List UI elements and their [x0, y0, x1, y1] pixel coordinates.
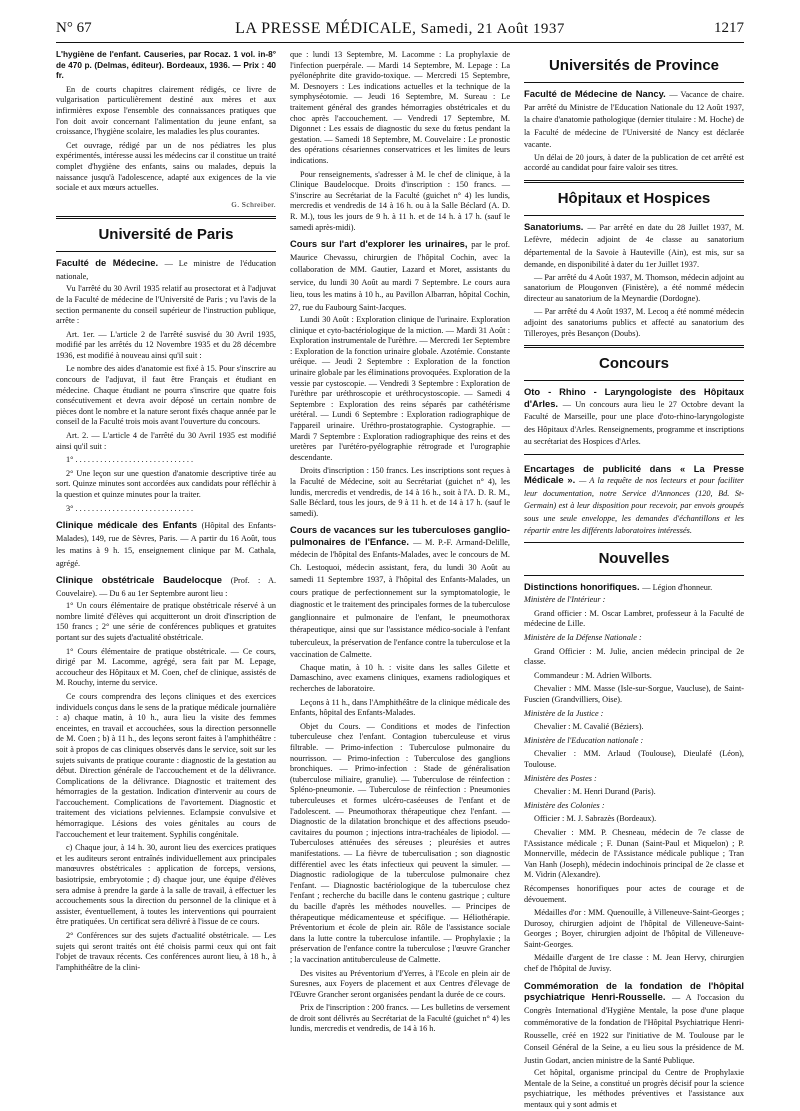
article-clinique-enfants — [56, 519, 276, 569]
article-paragraph: 1° Cours élémentaire de pratique obstétricale. — Ce cours, dirigé par M. Lacomme, agrégé, sera fait par M. Lepage, accoucheur des Hôpitaux et M. Coen, chef de clinique, assistés de M. Rouchy, interne du service. — [56, 646, 276, 688]
ministry-line: Ministère des Colonies : — [524, 800, 605, 810]
notice-encartages — [524, 454, 744, 543]
section-divider — [524, 82, 744, 83]
article-heading: Faculté de Médecine. — [56, 257, 159, 269]
distinction-line: Chevalier : MM. Arlaud (Toulouse), Dieulafé (Léon), Toulouse. — [524, 749, 744, 769]
article-heading: Distinctions honorifiques. — [524, 580, 640, 592]
article-paragraph: 2° Conférences sur des sujets d'actualité obstétricale. — Les sujets qui seront traités ont été choisis parmi ceux qui ont fait l'objet de travaux récents. Ces conférences auront lieu, à 18 h., à l'amphithéâtre de la clini- — [56, 931, 276, 972]
article-faculte-nancy — [524, 88, 744, 151]
article-paragraph: Pour renseignements, s'adresser à M. le chef de clinique, à la Clinique Baudelocque. Droits d'inscription : 150 francs. — S'inscrire au Secrétariat de la Faculté (guichet n° 4) les lundis, mercredis et vendredis de 14 à 16 h. ou à la Salle Béclard (A. D. R. M.), tous les jours de 9 h. à 11 h. et de 14 h. à 17 h. (sauf le samedi après-midi). — [290, 169, 510, 232]
article-heading: Clinique obstétricale Baudelocque — [56, 574, 222, 586]
book-title: L'hygiène de l'enfant. Causeries, par Rocaz. 1 vol. in-8° de 470 p. (Delmas, éditeur). Bordeaux, 1936. — Prix : 40 fr. — [56, 50, 276, 81]
article-lead: — A la requête de nos lecteurs et pour faciliter leur documentation, notre Service d'Annonces (120, Bd. St-Germain) est à leur disposition pour recevoir, par envois groupés sous une seule enveloppe, les demandes d'échantillons et les répartir entre les différents laboratoires intéressés. — [524, 476, 745, 536]
article-paragraph: Vu l'arrêté du 30 Avril 1935 relatif au prosectorat et à l'adjuvat de la Faculté de médecine de l'Université de Paris ; vu l'avis de la section permanente du conseil supérieur de l'instruction publique, arrête : — [56, 284, 276, 326]
distinction-line: Chevalier : M. Cavalié (Béziers). — [534, 722, 644, 732]
article-distinctions — [524, 581, 744, 594]
section-divider — [524, 575, 744, 576]
book-review-paragraph: En de courts chapitres clairement rédigés, ce livre de vulgarisation particulièrement destiné aux mères et aux infirmières expose l'ensemble des connaissances pratiques que l'on doit avoir concernant l'alimentation du jeune enfant, sa croissance, l'hygiène scolaire, les maladies les plus courantes. — [56, 84, 276, 137]
section-divider — [56, 251, 276, 252]
section-title-nouvelles: Nouvelles — [598, 549, 670, 567]
article-heading: Faculté de Médecine de Nancy. — [524, 88, 666, 99]
article-lead: — Légion d'honneur. — [642, 582, 713, 592]
article-paragraph: Un délai de 20 jours, à dater de la publication de cet arrêté est accordé au candidat pour faire valoir ses titres. — [524, 152, 744, 173]
review-signature: G. Schreiber. — [231, 199, 276, 209]
column-right — [524, 50, 745, 1109]
distinction-line: Médailles d'or : MM. Quenouille, à Villeneuve-Saint-Georges ; Durosoy, chirurgien adjoint de l'hôpital de Villeneuve-Saint-Georges ; Boyer, chirurgien adjoint de l'hôpital de Villeneuve-Saint-Georges. — [524, 908, 744, 949]
article-paragraph: Droits d'inscription : 150 francs. Les inscriptions sont reçues à la Faculté de Médecine, soit au Secrétariat (guichet n° 4), les lundis, mercredis et vendredis, de 14 à 16 h., soit à l'A. D. R. M., Salle Béclard, tous les jours, de 9 à 11 h. et de 14 à 17 h. (sauf le samedi). — [290, 466, 510, 518]
article-paragraph: Objet du Cours. — Conditions et modes de l'infection tuberculeuse chez l'enfant. Contagion tuberculeuse et virus filtrable. — Primo-infection : Tuberculose pulmonaire du nourrisson. — Primo-infection : Tuberculose des ganglions bronchiques. — Primo-infection : Stade de généralisation (tuberculose miliaire, granulie). — Tuberculose de réinfection : Spléno-pneumonie. — Tuberculose de réinfection : Pneumonies tuberculeuses et formes ulcéro-caséeuses de l'enfant et de l'adolescent. — Pneumothorax thérapeutique chez l'enfant. — Diagnostic de la dilatation bronchique et des affections pseudo-cavitaires du poumon ; injections intra-trachéales de lipiodol. — Tuberculoses atténuées des séreuses ; pleurésies et autres manifestations. — La fièvre de tuberculisation ; son diagnostic différentiel avec les états infectieux qui peuvent la simuler. — Diagnostic radiologique de la tuberculose pulmonaire chez l'enfant. — Diagnostic bactériologique de la tuberculose chez l'enfant ; recherche du bacille dans le contenu gastrique ; culture du bacille d'après les méthodes nouvelles. — Principes de thérapeutique médicamenteuse et spécifique. — Héliothérapie. Préventorium et école de plein air. Rôle de l'assistance sociale dans la lutte contre la tuberculose infantile. — Prophylaxie ; la préservation de l'enfance contre la tuberculose ; l'œuvre Grancher ; la vaccination antituberculeuse de Calmette. — [290, 721, 510, 964]
article-paragraph: — Par arrêté du 4 Août 1937, M. Lecoq a été nommé médecin adjoint des sanatoriums publics et affecté au sanatorium des Tilleroyes, près Besançon (Doubs). — [524, 307, 744, 338]
article-faculte-medecine — [56, 257, 276, 282]
article-paragraph: Le nombre des aides d'anatomie est fixé à 15. Pour s'inscrire au concours de l'adjuvat, il faut être Français et étudiant en médecine. Chaque étudiant ne pourra s'inscrire que quatre fois consécutivement et devra avoir déposé un certain nombre de pièces dont le nombre et la nature seront fixés chaque année par le conseil de la Faculté trois mois avant l'ouverture du concours. — [56, 364, 276, 427]
section-title-concours: Concours — [598, 355, 669, 373]
distinction-line: Médaille d'argent de 1re classe : M. Jean Hervy, chirurgien chef de l'hôpital de Juvisy. — [524, 953, 744, 974]
article-commemoration — [524, 980, 744, 1067]
section-title-universites-province: Universités de Province — [548, 57, 720, 74]
article-heading: Sanatoriums. — [524, 220, 584, 232]
article-paragraph: Prix de l'inscription : 200 francs. — Les bulletins de versement de droit sont délivrés au Secrétariat de la Faculté (guichet n° 4) les lundis, mercredis et vendredis, de 14 à 16 h. — [290, 1003, 510, 1034]
distinction-line: Grand officier : M. Oscar Lambret, professeur à la Faculté de médecine de Lille. — [524, 608, 744, 629]
article-encartages — [524, 463, 744, 537]
article-heading: Clinique médicale des Enfants — [56, 519, 198, 531]
issue-date: , Samedi, 21 Août 1937 — [412, 21, 565, 37]
article-sanatoriums — [524, 221, 744, 271]
distinction-line: Chevalier : MM. P. Chesneau, médecin de 7e classe de l'Assistance médicale ; F. Dunan (Saint-Paul et Miquelon) ; P. Monnerville, médecin de l'Assistance médicale publique ; Tran Van Hanh (Joseph), médecin indochinois principal de 2e classe et M. Vidrin (Alexandre). — [524, 827, 744, 880]
article-cours-urinaires — [290, 238, 510, 313]
article-paragraph: 2° Une leçon sur une question d'anatomie descriptive tirée au sort. Quinze minutes sont accordées aux candidats pour réfléchir à la question et quinze minutes pour la traiter. — [56, 468, 276, 499]
article-lead: — Vacance de chaire. Par arrêté du Ministre de l'Education Nationale du 12 Août 1937, la chaire d'anatomie pathologique (dernier titulaire : M. Hoche) de la Faculté de médecine de l'Université de Nancy est déclarée vacante. — [524, 90, 745, 149]
ministry-line: Ministère des Postes : — [524, 773, 597, 783]
article-lead: — A l'occasion du Congrès International d'Hygiène Mentale, la pose d'une plaque commémorative de la fondation de l'Hôpital Psychiatrique Henri-Rousselle, créé en 1922 sur l'initiative de M. Toulouse par le Conseil Général de la Seine, a eu lieu sous la présidence de M. Justin Godart, ancien ministre de la Santé Publique. — [524, 993, 744, 1065]
ministry-line: Ministère de la Défense Nationale : — [524, 633, 642, 643]
article-heading: Commémoration de la fondation de l'hôpital psychiatrique Henri-Rousselle. — [524, 979, 744, 1003]
section-divider — [524, 380, 744, 381]
article-paragraph: 3° . . . . . . . . . . . . . . . . . . . . . . . . . . . . . — [66, 503, 194, 513]
journal-title-line — [56, 20, 744, 38]
section-divider — [524, 345, 744, 348]
article-paragraph: 1° Un cours élémentaire de pratique obstétricale réservé à un nombre limité d'élèves qui acquitteront un droit d'inscription de 150 francs ; 2° une série de conférences publiques et gratuites portant sur des sujets d'actualité obstétricale. — [56, 601, 276, 642]
ministry-line: Ministère de l'Intérieur : — [524, 595, 606, 605]
distinction-line: Chevalier : M. Henri Durand (Paris). — [534, 787, 656, 797]
section-divider — [524, 180, 744, 183]
article-paragraph: Art. 1er. — L'article 2 de l'arrêté susvisé du 30 Avril 1935, modifié par les arrêtés du 12 Novembre 1935 et du 28 décembre 1936, est modifié à nouveau ainsi qu'il suit : — [56, 329, 276, 360]
article-concours-arles — [524, 386, 744, 448]
article-paragraph: que : lundi 13 Septembre, M. Lacomme : La prophylaxie de l'infection puerpérale. — Mardi 14 Septembre, M. Lepage : La pyélonéphrite dite gravido-toxique. — Mercredi 15 Septembre, M. Desnoyers : Les indications actuelles et la technique de la symphyséotomie. — Jeudi 16 Septembre, M. Sureau : Le traitement général des grandes hémorragies obstétricales et du choc après l'accouchement. — Vendredi 17 Septembre, M. Digonnet : Les essais de diagnostic du sexe du fœtus pendant la gestation. — Samedi 18 Septembre, M. Couvelaire : Le pronostic des opérations césariennes conservatrices et les limites de leurs indications. — [290, 50, 510, 165]
article-heading: Cours de vacances sur les tuberculoses ganglio-pulmonaires de l'Enfance. — [290, 524, 510, 547]
book-review-paragraph: Cet ouvrage, rédigé par un de nos pédiatres les plus expérimentés, intéresse aussi les médecins car il constitue un traité complet d'hygiène des enfants, sains ou malades, depuis la naissance jusqu'à l'adolescence, adapté aux exigences de la vie sociale et aux mœurs actuelles. — [56, 140, 276, 193]
article-lead: — Par arrêté en date du 28 Juillet 1937, M. Lefèvre, médecin adjoint de 4e classe au sanatorium départemental de la Savoie à Hauteville (Ain), est mis, sur sa demande, en disponibilité à dater du 1er Juillet 1937. — [524, 222, 744, 270]
article-paragraph: Chaque matin, à 10 h. : visite dans les salles Gilette et Damaschino, avec examens cliniques, examens radiologiques et recherches de laboratoire. — [290, 662, 510, 694]
journal-title: LA PRESSE MÉDICALE — [235, 20, 413, 37]
section-title-universite-paris: Université de Paris — [98, 226, 234, 244]
article-paragraph: Leçons à 11 h., dans l'Amphithéâtre de la clinique médicale des Enfants, hôpital des Enfants-Malades. — [290, 697, 510, 718]
article-paragraph: Art. 2. — L'article 4 de l'arrêté du 30 Avril 1935 est modifié ainsi qu'il suit : — [56, 431, 276, 451]
article-heading: Oto - Rhino - Laryngologiste des Hôpitaux d'Arles. — [524, 386, 744, 409]
ministry-line: Ministère de l'Education nationale : — [524, 735, 644, 745]
article-heading: Cours sur l'art d'explorer les urinaires, — [290, 238, 468, 250]
article-paragraph: Lundi 30 Août : Exploration clinique de l'urinaire. Exploration clinique et cyto-bactériologique de la miction. — Mardi 31 Août : Exploration instrumentale de l'urèthre. — Mercredi 1er Septembre : Exploration de la fonction urinaire globale. Azotémie. Constante uréique. — Jeudi 2 Septembre : Exploration de la fonction urinaire globale par les éliminations provoquées. Exploration de la vessie par cystoscopie. — Vendredi 3 Septembre : Exploration de l'urèthre par uréthroscopie et uréthrocystoscopie. — Samedi 4 Septembre : Exploration des reins séparés par cathétérisme urétéral. — Lundi 6 Septembre : Exploration radiographique de l'appareil urinaire. Uréthro-prostatographie. Cystographie. — Mardi 7 Septembre : Exploration radiographique des reins et des uretères par l'urétéro-pyélographie rétrograde et l'urographie descendante. — [290, 315, 510, 462]
distinction-line: Chevalier : MM. Masse (Isle-sur-Sorgue, Vaucluse), de Saint-Fuscien (Grandvilliers, Oise). — [524, 684, 744, 704]
distinction-line: Grand Officier : M. Julie, ancien médecin principal de 2e classe. — [524, 646, 744, 667]
article-paragraph: Cet hôpital, organisme principal du Centre de Prophylaxie Mentale de la Seine, a constitué un progrès décisif pour la science psychiatrique, les méthodes préventives et l'assistance aux mentaux qui y sont admis et — [524, 1068, 744, 1109]
article-paragraph: c) Chaque jour, à 14 h. 30, auront lieu des exercices pratiques et les auditeurs seront entraînés individuellement aux principales manœuvres obstétricales : application de forceps, versions, basiotripsie, embryotomie ; d) chaque jour, une équipe d'élèves sera admise à prendre la garde à la salle de travail, à effectuer les accouchements sous la direction du personnel de la clinique et à assister, éventuellement, à toutes les interventions qui pourraient être pratiquées. Un certificat sera délivré à l'issue de ce cours. — [56, 843, 276, 927]
article-lead: (Hôpital des Enfants-Malades), 149, rue de Sèvres, Paris. — A partir du 16 Août, tous les matins à 9 h. 15, enseignement clinique par M. Cathala, agrégé. — [56, 521, 276, 568]
page-number: 1217 — [714, 20, 744, 36]
article-lead: — M. P.-F. Armand-Delille, médecin de l'hôpital des Enfants-Malades, avec le concours de M. Ch. Lestoquoi, médecin assistant, fera, du lundi 30 Août au samedi 11 Septembre 1937, à l'hôpital des Enfants-Malades, un cours pratique de perfectionnement sur la symptomatologie, le diagnostic et le traitement des principales formes de la tuberculose ganglionnaire et pulmonaire de l'enfant, le pneumothorax thérapeutique, ainsi que sur l'assistance médico-sociale à l'enfant tuberculeux, la préservation de l'enfance contre la tuberculose et la vaccination de Calmette. — [290, 537, 511, 660]
article-cours-tuberculoses — [290, 524, 510, 661]
article-lead: (Prof. : A. Couvelaire). — Du 6 au 1er Septembre auront lieu : — [56, 576, 276, 598]
article-paragraph: Ce cours comprendra des leçons cliniques et des exercices individuels conçus dans le sens de la pratique médicale journalière : a) chaque matin, à 10 h., aura lieu la visite des femmes enceintes, en travail et accouchées, sous la direction personnelle de M. Coen ; b) à 11 h., des leçons seront faites à l'amphithéâtre : soit à propos de cas cliniques observés dans le service, soit sur les sujets suivants de pratique courante : diagnostic de la gestation au début. Direction générale de l'accouchement et de la délivrance. Complications de la délivrance. Diagnostic et traitement des hémorragies de la gestation. Indication d'intervenir au cours de l'accouchement. Complications de l'avortement. Diagnostic et traitement des viciations pelviennes. Eclampsie convulsive et hémorragique. Lésions des voies génitales au cours de l'accouchement et leur traitement. Syphilis congénitale. — [56, 691, 276, 839]
article-paragraph: — Par arrêté du 4 Août 1937, M. Thomson, médecin adjoint au sanatorium de Plougonven (Finistère), a été nommé médecin directeur au sanatorium de la Meynardie (Dordogne). — [524, 272, 744, 303]
article-lead: — Un concours aura lieu le 27 Octobre devant la Faculté de Marseille, pour une place d'oto-rhino-laryngologiste des Hôpitaux d'Arles. Renseignements, programme et inscriptions au secrétariat des Hospices d'Arles. — [524, 399, 744, 447]
section-divider — [524, 215, 744, 216]
distinction-subheading: Récompenses honorifiques pour actes de courage et de dévouement. — [524, 883, 744, 904]
section-title-hopitaux: Hôpitaux et Hospices — [557, 189, 711, 207]
distinction-line: Officier : M. J. Sabrazès (Bordeaux). — [534, 814, 657, 824]
distinction-line: Commandeur : M. Adrien Wilborts. — [534, 670, 652, 680]
section-divider — [56, 216, 276, 219]
article-paragraph: 1° . . . . . . . . . . . . . . . . . . . . . . . . . . . . . — [66, 455, 194, 465]
article-paragraph: Des visites au Préventorium d'Yerres, à l'Ecole en plein air de Suresnes, aux Foyers de placement et aux Centres d'élevage de l'Œuvre Grancher seront organisées pendant la durée de ce cours. — [290, 968, 510, 999]
article-lead: — Le ministre de l'éducation nationale, — [56, 259, 276, 281]
column-middle — [290, 50, 510, 1070]
article-lead: par le prof. Maurice Chevassu, chirurgien de l'hôpital Cochin, avec la collaboration de MM. Gautier, Lazard et Moret, assistants du service, du lundi 30 Août au mardi 7 Septembre. Le cours aura lieu, tous les matins à 10 h., au Pavillon Albarran, hôpital Cochin, 27, rue du Faubourg Saint-Jacques. — [290, 240, 510, 312]
issue-number: N° 67 — [56, 20, 92, 36]
ministry-line: Ministère de la Justice : — [524, 708, 604, 718]
article-clinique-obstetricale — [56, 574, 276, 599]
page-header — [56, 18, 744, 43]
article-heading: Encartages de publicité dans « La Presse Médicale ». — [524, 462, 744, 486]
column-left — [56, 50, 276, 1070]
